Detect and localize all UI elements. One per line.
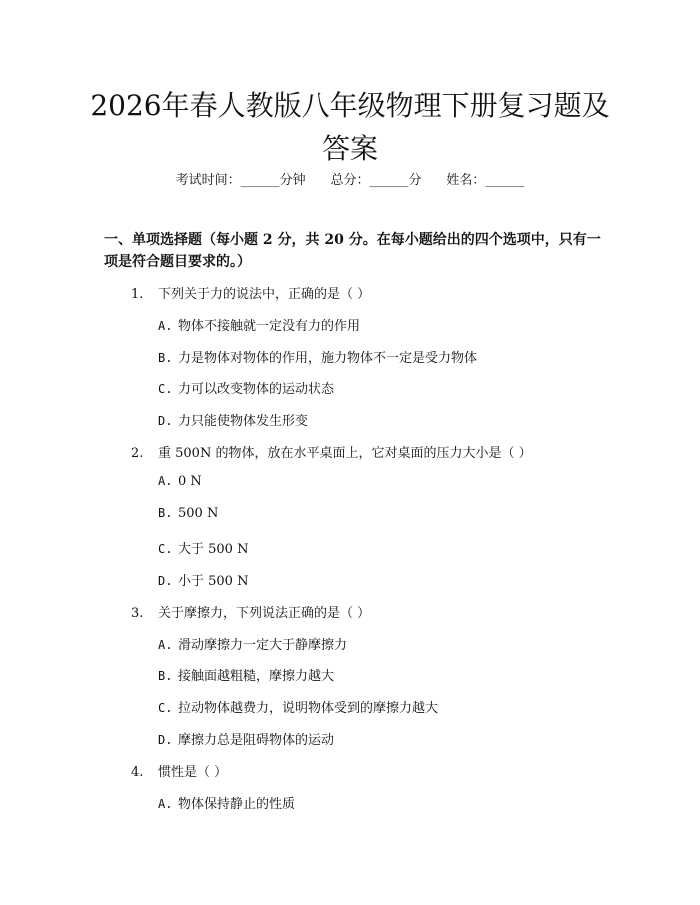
question-item (131, 602, 370, 621)
option-letter: B. (158, 351, 173, 365)
option-text: 0 N (178, 474, 202, 489)
option-text: 大于 500 N (178, 542, 249, 557)
option-text: 500 N (178, 506, 219, 521)
option-text: 物体保持静止的性质 (178, 797, 296, 812)
option-item (158, 793, 295, 812)
option-item (158, 347, 477, 366)
option-letter: C. (158, 701, 173, 715)
name-label: 姓名： (446, 173, 486, 188)
question-number: 2. (131, 446, 144, 461)
option-letter: D. (158, 574, 173, 588)
question-text: 惯性是（ ） (158, 765, 228, 780)
option-item (158, 506, 218, 521)
question-text: 下列关于力的说法中，正确的是（ ） (158, 287, 371, 302)
question-text: 重 500N 的物体，放在水平桌面上，它对桌面的压力大小是（ ） (158, 446, 532, 461)
time-blank: ______ (240, 173, 280, 188)
option-letter: D. (158, 733, 173, 747)
question-item (131, 442, 532, 461)
question-item (131, 761, 227, 780)
question-item (131, 283, 370, 302)
option-text: 滑动摩擦力一定大于静摩擦力 (178, 638, 348, 653)
option-letter: B. (158, 506, 173, 520)
time-unit: 分钟 (279, 173, 306, 188)
page-title: 2026年春人教版八年级物理下册复习题及答案 (90, 89, 610, 165)
question-number: 4. (131, 765, 144, 780)
option-text: 力是物体对物体的作用，施力物体不一定是受力物体 (178, 351, 478, 366)
option-item (158, 315, 360, 334)
option-item (158, 570, 248, 589)
question-number: 3. (131, 606, 144, 621)
score-label: 总分： (330, 173, 370, 188)
option-text: 摩擦力总是阻碍物体的运动 (178, 733, 335, 748)
option-letter: A. (158, 474, 173, 488)
option-letter: A. (158, 797, 173, 811)
option-text: 力只能使物体发生形变 (178, 414, 309, 429)
score-unit: 分 (408, 173, 422, 188)
time-label: 考试时间： (175, 173, 241, 188)
option-letter: A. (158, 319, 173, 333)
option-item (158, 410, 308, 429)
option-letter: B. (158, 669, 173, 683)
option-item (158, 378, 334, 397)
option-item (158, 697, 438, 716)
score-blank: ______ (369, 173, 409, 188)
option-letter: A. (158, 638, 173, 652)
question-number: 1. (131, 287, 144, 302)
option-text: 接触面越粗糙，摩擦力越大 (178, 669, 335, 684)
option-item (158, 729, 334, 748)
option-letter: C. (158, 382, 173, 396)
option-item (158, 538, 248, 557)
option-item (158, 474, 202, 489)
option-text: 拉动物体越费力，说明物体受到的摩擦力越大 (178, 701, 439, 716)
option-item (158, 634, 347, 653)
option-text: 力可以改变物体的运动状态 (178, 382, 335, 397)
exam-info-line (0, 169, 700, 188)
name-blank: ______ (485, 173, 525, 188)
option-letter: C. (158, 542, 173, 556)
option-text: 物体不接触就一定没有力的作用 (178, 319, 361, 334)
section-heading: 一、单项选择题（每小题 2 分，共 20 分。在每小题给出的四个选项中，只有一项是符合题目要求的。） (104, 232, 601, 270)
option-letter: D. (158, 414, 173, 428)
option-item (158, 665, 334, 684)
option-text: 小于 500 N (178, 574, 249, 589)
question-text: 关于摩擦力，下列说法正确的是（ ） (158, 606, 371, 621)
